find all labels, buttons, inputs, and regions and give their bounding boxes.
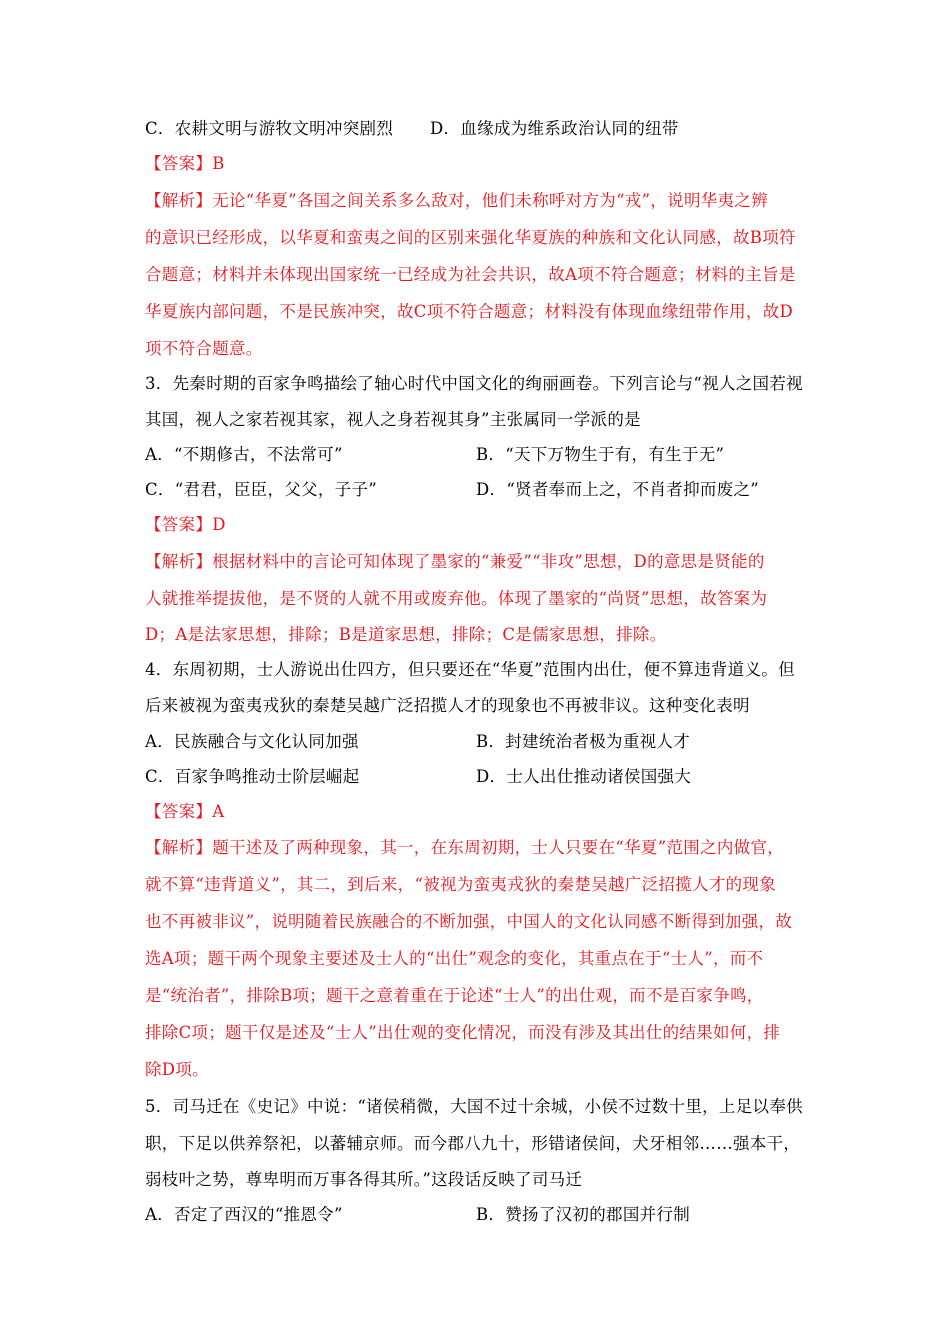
q2-option-c: C．农耕文明与游牧文明冲突剧烈 bbox=[145, 119, 394, 138]
q4-stem-line-2: 后来被视为蛮夷戎狄的秦楚吴越广泛招揽人才的现象也不再被非议。这种变化表明 bbox=[145, 696, 750, 715]
q4-analysis-line-7: 除D项。 bbox=[145, 1060, 209, 1079]
q2-analysis-line-3: 合题意；材料并未体现出国家统一已经成为社会共识，故A项不符合题意；材料的主旨是 bbox=[145, 265, 796, 284]
q3-options-ab bbox=[145, 443, 343, 467]
q4-analysis-line-5: 是“统治者”，排除B项；题干之意着重在于论述“士人”的出仕观，而不是百家争鸣， bbox=[145, 986, 764, 1005]
q3-option-b: B．“天下万物生于有，有生于无” bbox=[476, 445, 725, 464]
q4-analysis-line-2: 就不算“违背道义”，其二，到后来，“被视为蛮夷戎狄的秦楚吴越广泛招揽人才的现象 bbox=[145, 875, 777, 894]
q2-analysis-line-4: 华夏族内部问题，不是民族冲突，故C项不符合题意；材料没有体现血缘纽带作用，故D bbox=[145, 302, 794, 321]
q5-option-b: B．赞扬了汉初的郡国并行制 bbox=[476, 1205, 691, 1224]
q3-option-a: A．“不期修古，不法常可” bbox=[145, 445, 343, 464]
q2-analysis-line-2: 的意识已经形成，以华夏和蛮夷之间的区别来强化华夏族的种族和文化认同感，故B项符 bbox=[145, 228, 796, 247]
q3-stem-line-2: 其国，视人之家若视其家，视人之身若视其身”主张属同一学派的是 bbox=[145, 410, 641, 429]
q4-stem-line-1: 4．东周初期，士人游说出仕四方，但只要还在“华夏”范围内出仕，便不算违背道义。但 bbox=[145, 660, 795, 679]
q4-analysis-line-4: 选A项；题干两个现象主要述及士人的“出仕”观念的变化，其重点在于“士人”，而不 bbox=[145, 949, 764, 968]
q3-analysis-line-1: 【解析】根据材料中的言论可知体现了墨家的“兼爱”“非攻”思想，D的意思是贤能的 bbox=[145, 552, 765, 571]
q2-analysis-line-1: 【解析】无论“华夏”各国之间关系多么敌对，他们未称呼对方为“戎”，说明华夷之辨 bbox=[145, 191, 768, 210]
q4-option-b: B．封建统治者极为重视人才 bbox=[476, 732, 691, 751]
q5-stem-line-2: 职，下足以供养祭祀，以蕃辅京师。而今郡八九十，形错诸侯间，犬牙相邻……强本干， bbox=[145, 1134, 801, 1153]
q4-answer: 【答案】A bbox=[145, 802, 225, 821]
q5-option-a: A．否定了西汉的“推恩令” bbox=[145, 1205, 343, 1224]
q4-analysis-line-6: 排除C项；题干仅是述及“士人”出仕观的变化情况，而没有涉及其出仕的结果如何，排 bbox=[145, 1023, 781, 1042]
q3-option-d: D．“贤者奉而上之，不肖者抑而废之” bbox=[476, 480, 759, 499]
q2-answer: 【答案】B bbox=[145, 154, 225, 173]
q4-analysis-line-1: 【解析】题干述及了两种现象，其一，在东周初期，士人只要在“华夏”范围之内做官， bbox=[145, 838, 785, 857]
q2-options-cd bbox=[145, 117, 679, 141]
q4-analysis-line-3: 也不再被非议”，说明随着民族融合的不断加强，中国人的文化认同感不断得到加强，故 bbox=[145, 912, 793, 931]
q3-analysis-line-3: D；A是法家思想，排除；B是道家思想，排除；C是儒家思想，排除。 bbox=[145, 625, 667, 644]
q4-option-d: D．士人出仕推动诸侯国强大 bbox=[476, 767, 692, 786]
q2-option-d: D．血缘成为维系政治认同的纽带 bbox=[430, 119, 679, 138]
q3-stem-line-1: 3．先秦时期的百家争鸣描绘了轴心时代中国文化的绚丽画卷。下列言论与“视人之国若视 bbox=[145, 374, 803, 393]
q4-option-a: A．民族融合与文化认同加强 bbox=[145, 732, 359, 751]
q3-analysis-line-2: 人就推举提拔他，是不贤的人就不用或废弃他。体现了墨家的“尚贤”思想，故答案为 bbox=[145, 589, 768, 608]
q5-stem-line-1: 5．司马迁在《史记》中说：“诸侯稍微，大国不过十余城，小侯不过数十里，上足以奉供 bbox=[145, 1097, 803, 1116]
q3-option-c: C．“君君，臣臣，父父，子子” bbox=[145, 480, 377, 499]
q5-stem-line-3: 弱枝叶之势，尊卑明而万事各得其所。”这段话反映了司马迁 bbox=[145, 1170, 583, 1189]
q3-answer: 【答案】D bbox=[145, 515, 226, 534]
q4-option-c: C．百家争鸣推动士阶层崛起 bbox=[145, 767, 360, 786]
q2-analysis-line-5: 项不符合题意。 bbox=[145, 339, 263, 358]
